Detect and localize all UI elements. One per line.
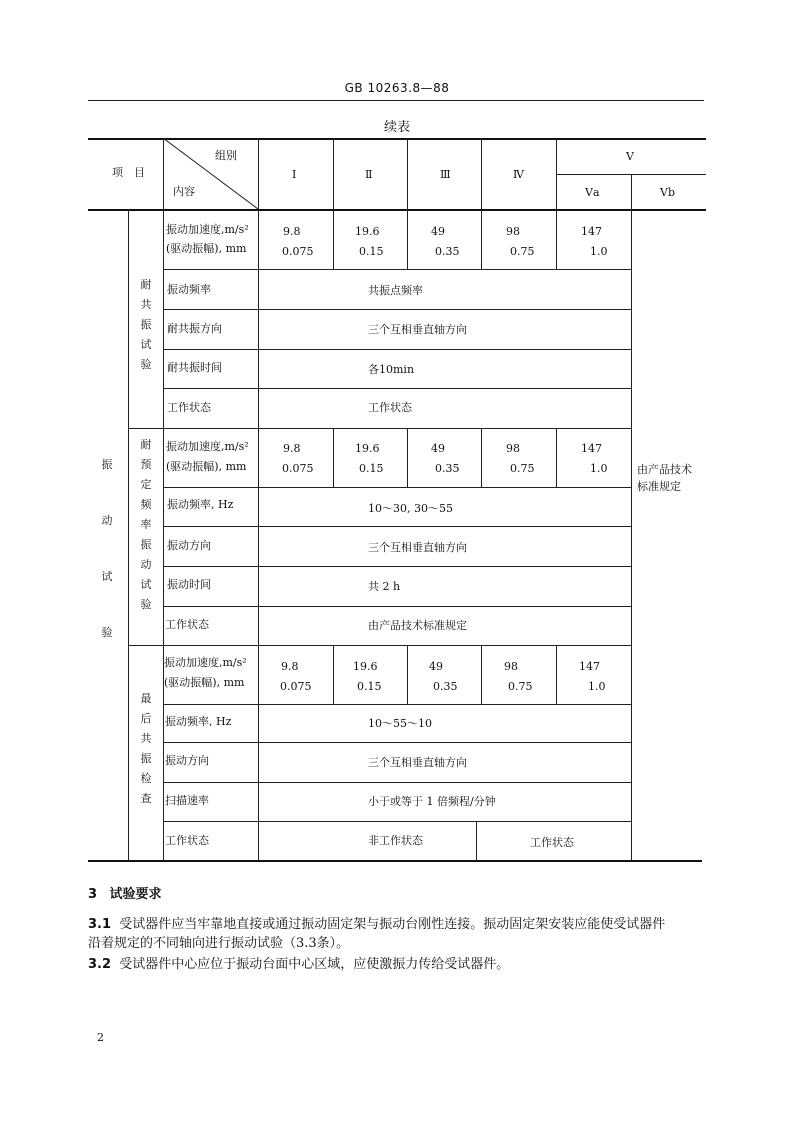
acceleration-value: 19.6 [355, 442, 380, 455]
clause-number: 3.2 [88, 957, 112, 972]
row-rule [163, 606, 631, 607]
row-rule [163, 742, 631, 743]
row-label: 振动时间 [167, 578, 211, 591]
col-header-group-3: Ⅲ [440, 168, 451, 181]
col-header-content: 内容 [173, 185, 195, 198]
row-label-acceleration: 振动加速度,m/s² [166, 440, 249, 453]
section-label-final-check: 最后共振检查 [140, 692, 152, 805]
section-label-resonance: 耐共振试验 [140, 278, 152, 371]
col-rule [258, 138, 259, 860]
col-rule [333, 428, 334, 487]
row-label-amplitude: (驱动振幅), mm [166, 460, 247, 473]
acceleration-value: 49 [431, 442, 445, 455]
col-header-group: 组别 [215, 149, 237, 162]
row-label-acceleration: 振动加速度,m/s² [164, 656, 247, 669]
page-number: 2 [97, 1031, 104, 1044]
row-label: 工作状态 [165, 834, 209, 847]
section-label-fixed-frequency: 耐预定频率振动试验 [140, 438, 152, 611]
col-rule [163, 138, 164, 860]
col-rule [407, 645, 408, 704]
table-bottom-rule [88, 860, 702, 862]
row-label: 耐共振时间 [167, 361, 222, 374]
amplitude-value: 0.35 [435, 462, 460, 475]
acceleration-value: 9.8 [281, 660, 299, 673]
clause-3-1 [88, 915, 665, 935]
row-value: 10～55～10 [368, 717, 432, 730]
header-rule [88, 100, 704, 101]
col-rule [481, 645, 482, 704]
row-value: 三个互相垂直轴方向 [368, 756, 467, 769]
section-heading [88, 885, 161, 905]
row-value: 10～30, 30～55 [368, 502, 453, 515]
col-rule [333, 138, 334, 270]
clause-number: 3.1 [88, 917, 112, 932]
row-value: 工作状态 [368, 401, 412, 414]
col-rule [481, 428, 482, 487]
acceleration-value: 98 [506, 442, 520, 455]
row-label: 耐共振方向 [167, 322, 222, 335]
row-value: 由产品技术标准规定 [368, 619, 467, 632]
section-heading-title: 试验要求 [109, 887, 162, 902]
row-rule [163, 269, 631, 270]
acceleration-value: 9.8 [283, 225, 301, 238]
row-value: 三个互相垂直轴方向 [368, 541, 467, 554]
amplitude-value: 0.075 [280, 680, 312, 693]
col-rule [556, 645, 557, 704]
row-value: 三个互相垂直轴方向 [368, 323, 467, 336]
col-rule [556, 428, 557, 487]
row-rule [163, 388, 631, 389]
col-rule [407, 138, 408, 270]
row-rule [163, 566, 631, 567]
amplitude-value: 0.75 [510, 462, 535, 475]
amplitude-value: 0.075 [282, 462, 314, 475]
row-label: 振动频率, Hz [165, 715, 232, 728]
row-label-amplitude: (驱动振幅), mm [166, 242, 247, 255]
amplitude-value: 0.15 [357, 680, 382, 693]
clause-text: 受试器件应当牢靠地直接或通过振动固定架与振动台刚性连接。振动固定架安装应能使受试器件 [119, 917, 666, 932]
acceleration-value: 9.8 [283, 442, 301, 455]
amplitude-value: 0.35 [435, 245, 460, 258]
amplitude-value: 0.35 [433, 680, 458, 693]
row-rule [163, 349, 631, 350]
col-header-group-2: Ⅱ [365, 168, 373, 181]
row-value: 共振点频率 [368, 284, 423, 297]
col-rule [407, 428, 408, 487]
table-caption: 续表 [383, 120, 410, 135]
col-header-item: 项 目 [112, 166, 145, 179]
col-header-vb: Ⅴb [660, 186, 675, 199]
col-header-group-5: Ⅴ [626, 150, 634, 163]
row-rule [163, 487, 631, 488]
main-category-label: 振动试验 [101, 458, 113, 639]
row-value: 各10min [368, 363, 415, 376]
section-heading-number: 3 [88, 887, 98, 902]
row-label: 振动方向 [167, 539, 211, 552]
amplitude-value: 0.75 [510, 245, 535, 258]
table-header-rule [88, 209, 706, 211]
acceleration-value: 147 [581, 225, 602, 238]
row-label-acceleration: 振动加速度,m/s² [166, 223, 249, 236]
amplitude-value: 1.0 [590, 245, 608, 258]
row-rule [163, 309, 631, 310]
row-value-right: 工作状态 [530, 836, 574, 849]
col-header-group-4: Ⅳ [513, 168, 524, 181]
clause-3-2 [88, 955, 509, 975]
col-rule [128, 209, 129, 860]
row-label-amplitude: (驱动振幅), mm [164, 676, 245, 689]
col-header-group-1: Ⅰ [292, 168, 297, 181]
amplitude-value: 0.15 [359, 245, 384, 258]
col-rule [556, 138, 557, 270]
amplitude-value: 0.15 [359, 462, 384, 475]
row-label: 振动频率, Hz [167, 498, 234, 511]
acceleration-value: 98 [504, 660, 518, 673]
amplitude-value: 0.75 [508, 680, 533, 693]
row-rule [163, 704, 631, 705]
acceleration-value: 49 [429, 660, 443, 673]
acceleration-value: 98 [506, 225, 520, 238]
col-rule [631, 174, 632, 860]
row-label: 扫描速率 [165, 794, 209, 807]
acceleration-value: 19.6 [353, 660, 378, 673]
clause-text: 受试器件中心应位于振动台面中心区域，应使激振力传给受试器件。 [119, 957, 510, 972]
standard-number: GB 10263.8—88 [344, 81, 450, 95]
col-rule [481, 138, 482, 270]
col-header-va: Ⅴa [585, 186, 600, 199]
row-rule [163, 526, 631, 527]
row-label: 工作状态 [167, 401, 211, 414]
row-rule [163, 782, 631, 783]
row-value: 小于或等于 1 倍频程/分钟 [368, 795, 496, 808]
amplitude-value: 1.0 [588, 680, 606, 693]
row-rule [163, 821, 631, 822]
header-diagonal [163, 138, 258, 209]
row-label: 振动频率 [167, 283, 211, 296]
acceleration-value: 147 [581, 442, 602, 455]
vb-note: 由产品技术标准规定 [637, 463, 692, 493]
acceleration-value: 49 [431, 225, 445, 238]
col-rule [476, 821, 477, 860]
amplitude-value: 1.0 [590, 462, 608, 475]
amplitude-value: 0.075 [282, 245, 314, 258]
row-label: 振动方向 [165, 754, 209, 767]
acceleration-value: 147 [579, 660, 600, 673]
row-value: 共 2 h [368, 580, 401, 593]
col-rule [333, 645, 334, 704]
clause-3-1-cont: 沿着规定的不同轴向进行振动试验（3.3条）。 [88, 936, 350, 951]
row-value-left: 非工作状态 [368, 834, 423, 847]
acceleration-value: 19.6 [355, 225, 380, 238]
row-label: 工作状态 [165, 618, 209, 631]
